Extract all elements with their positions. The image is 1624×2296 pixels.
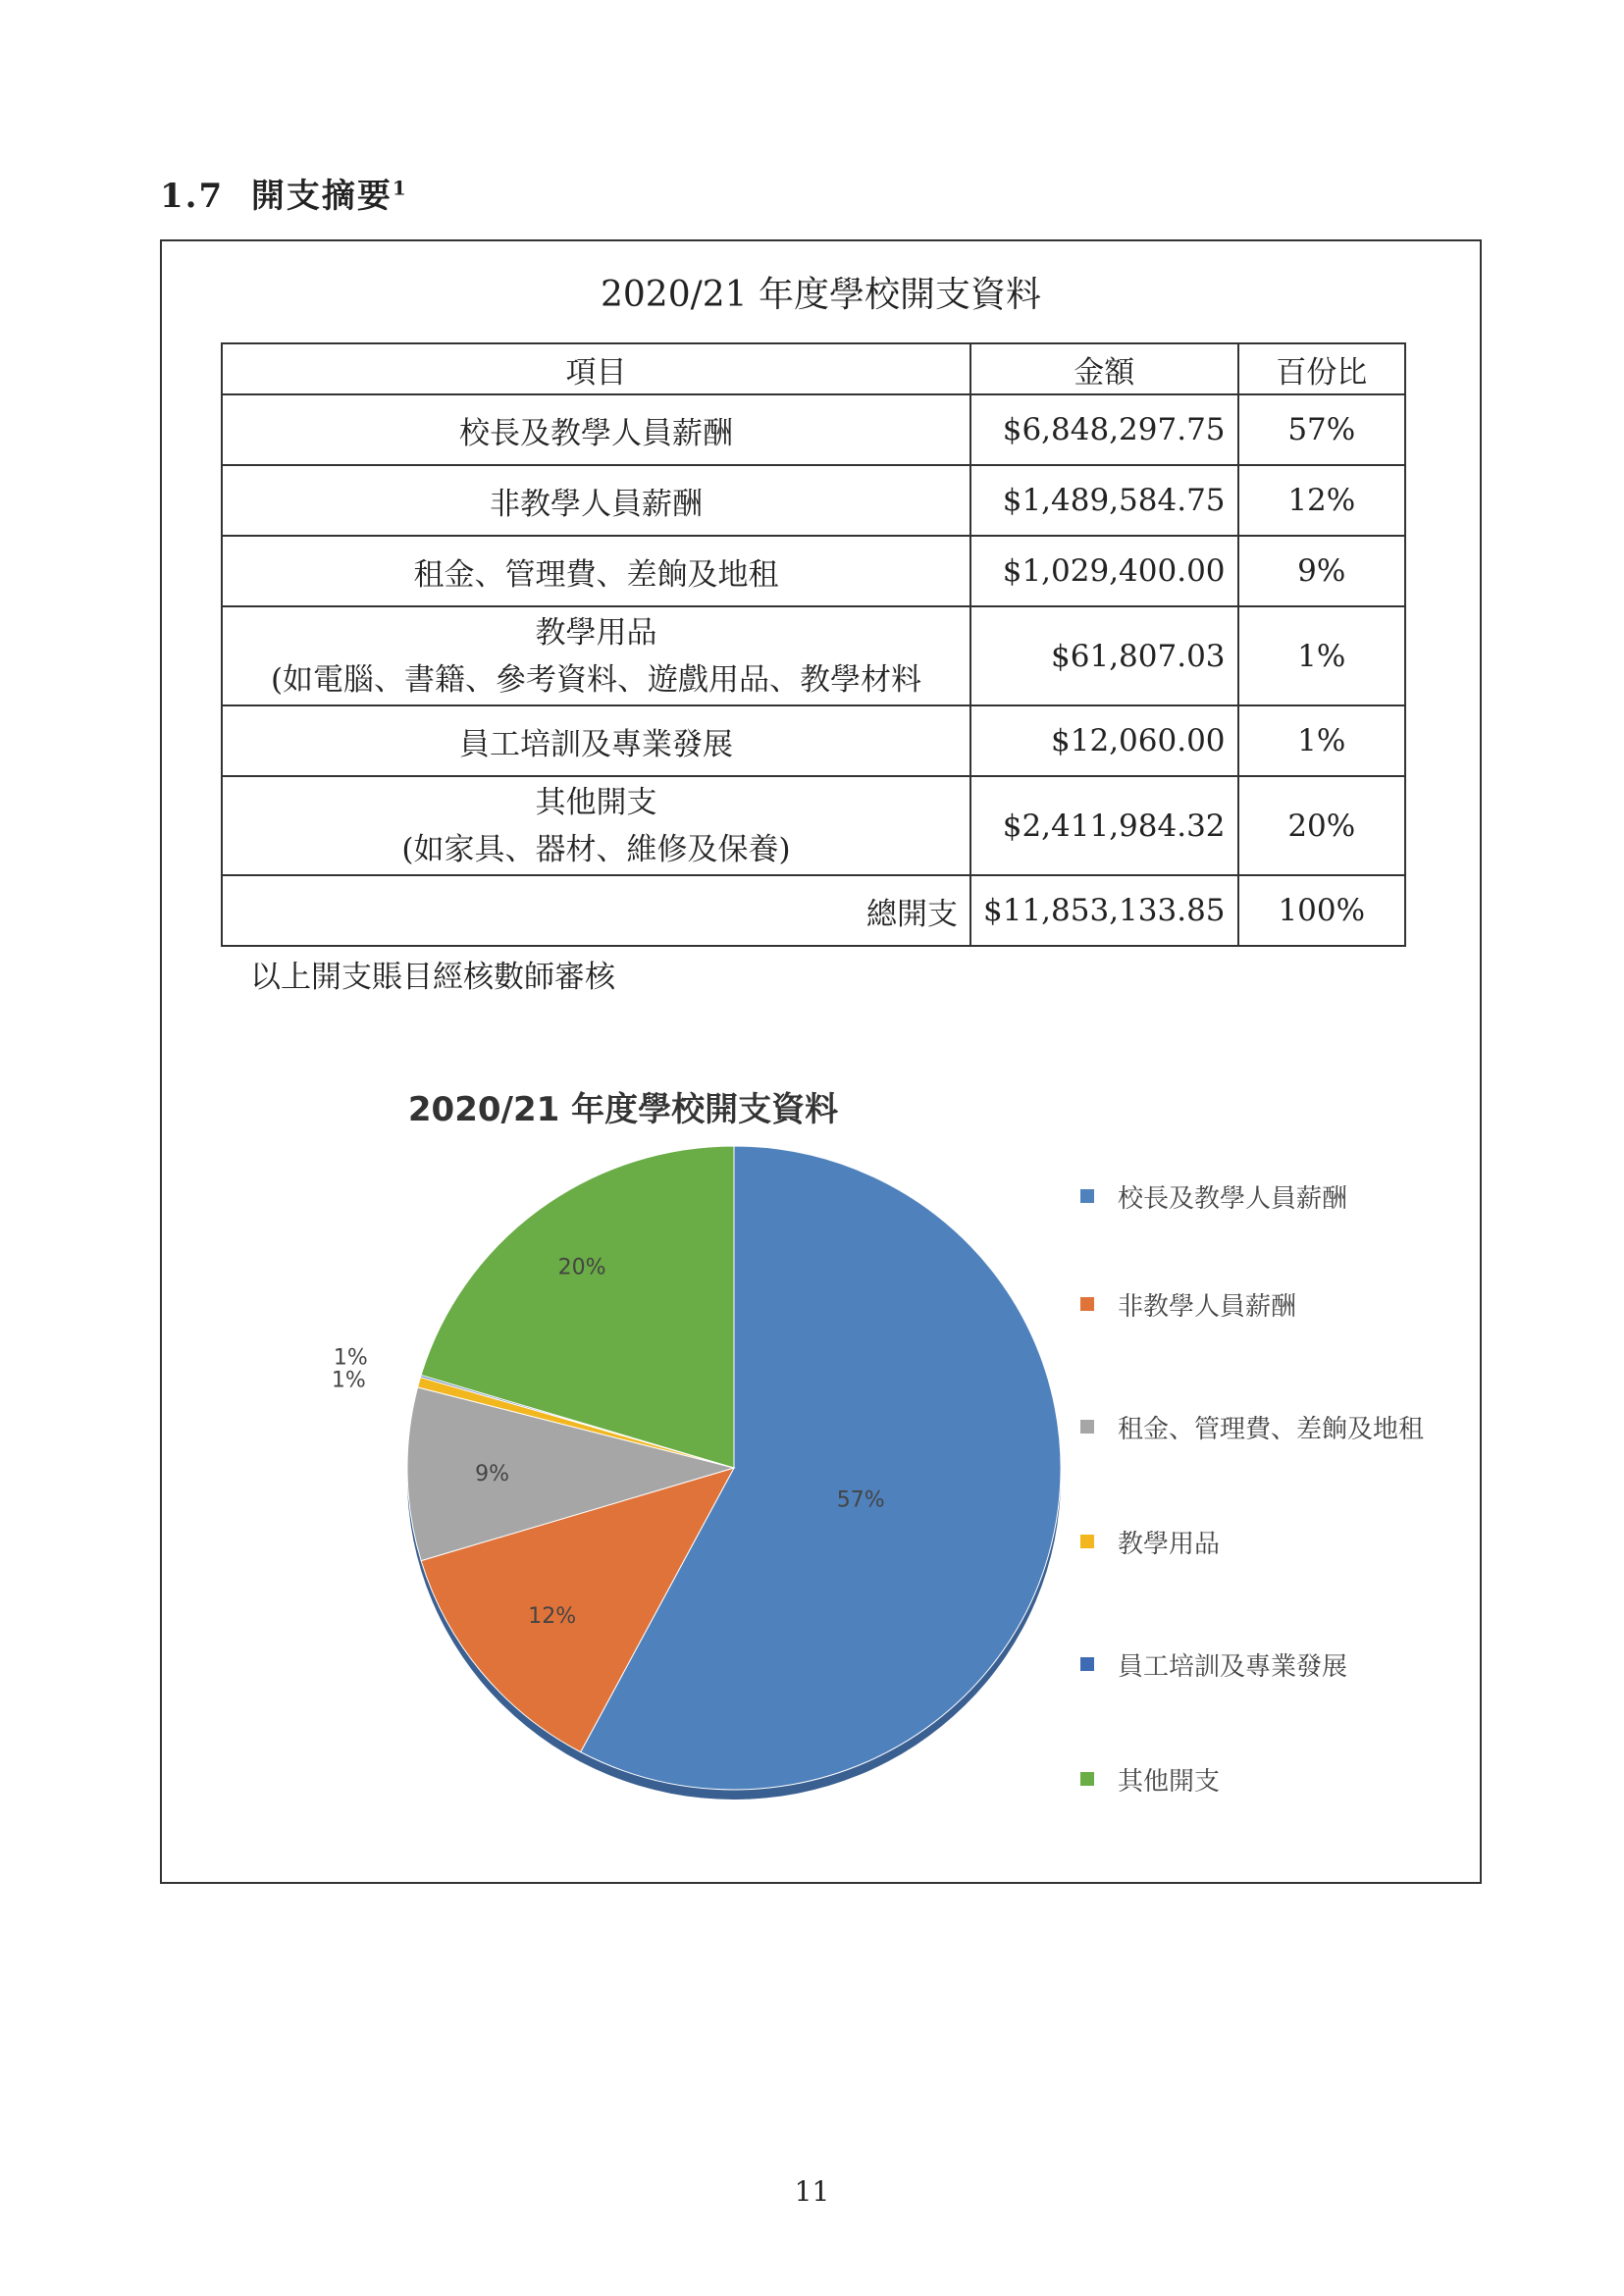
total-amount: $11,853,133.85 <box>970 875 1238 946</box>
expenditure-frame <box>160 239 1482 1884</box>
header-item: 項目 <box>222 343 970 394</box>
footnote-mark: 1 <box>392 176 408 200</box>
pie-data-label: 1% <box>333 1345 368 1371</box>
row-percent: 12% <box>1238 465 1405 536</box>
legend-swatch <box>1080 1420 1094 1434</box>
pie-data-label: 1% <box>331 1368 366 1393</box>
section-title: 開支摘要 <box>250 177 393 216</box>
row-percent: 1% <box>1238 705 1405 776</box>
pie-data-label: 12% <box>528 1603 577 1629</box>
section-number: 1.7 <box>160 177 225 216</box>
legend-label: 其他開支 <box>1118 1767 1221 1797</box>
row-item: 校長及教學人員薪酬 <box>222 394 970 465</box>
pie-data-label: 57% <box>836 1487 885 1513</box>
row-amount: $12,060.00 <box>970 705 1238 776</box>
row-percent: 57% <box>1238 394 1405 465</box>
total-label: 總開支 <box>222 875 970 946</box>
legend-label: 非教學人員薪酬 <box>1118 1292 1297 1322</box>
row-item: 其他開支 <box>535 784 657 820</box>
legend-label: 教學用品 <box>1118 1530 1221 1559</box>
total-percent: 100% <box>1238 875 1405 946</box>
pie-data-label: 9% <box>475 1461 510 1487</box>
pie-data-label: 20% <box>557 1255 606 1280</box>
chart-title: 2020/21 年度學校開支資料 <box>407 1090 839 1129</box>
legend-swatch <box>1080 1297 1094 1311</box>
row-item: 非教學人員薪酬 <box>222 465 970 536</box>
legend-label: 校長及教學人員薪酬 <box>1118 1184 1348 1214</box>
legend-swatch <box>1080 1772 1094 1786</box>
header-percent: 百份比 <box>1238 343 1405 394</box>
row-item: 租金、管理費、差餉及地租 <box>222 536 970 606</box>
row-item: 教學用品 <box>535 614 657 651</box>
audit-note: 以上開支賬目經核數師審核 <box>250 960 615 995</box>
legend-swatch <box>1080 1189 1094 1203</box>
row-percent: 9% <box>1238 536 1405 606</box>
legend-label: 租金、管理費、差餉及地租 <box>1118 1415 1425 1444</box>
row-amount: $2,411,984.32 <box>970 776 1238 875</box>
row-amount: $1,029,400.00 <box>970 536 1238 606</box>
row-item-sub: (如電腦、書籍、參考資料、遊戲用品、教學材料 <box>270 661 922 698</box>
row-item-sub: (如家具、器材、維修及保養) <box>401 831 791 867</box>
row-amount: $1,489,584.75 <box>970 465 1238 536</box>
row-percent: 1% <box>1238 606 1405 705</box>
row-amount: $61,807.03 <box>970 606 1238 705</box>
legend-swatch <box>1080 1657 1094 1671</box>
legend-swatch <box>1080 1535 1094 1548</box>
pie-chart <box>162 241 1480 1882</box>
page-number: 11 <box>794 2175 830 2208</box>
legend-label: 員工培訓及專業發展 <box>1118 1652 1348 1682</box>
section-heading <box>160 169 408 217</box>
row-amount: $6,848,297.75 <box>970 394 1238 465</box>
row-percent: 20% <box>1238 776 1405 875</box>
table-title: 2020/21 年度學校開支資料 <box>601 275 1041 315</box>
header-amount: 金額 <box>970 343 1238 394</box>
row-item: 員工培訓及專業發展 <box>222 705 970 776</box>
